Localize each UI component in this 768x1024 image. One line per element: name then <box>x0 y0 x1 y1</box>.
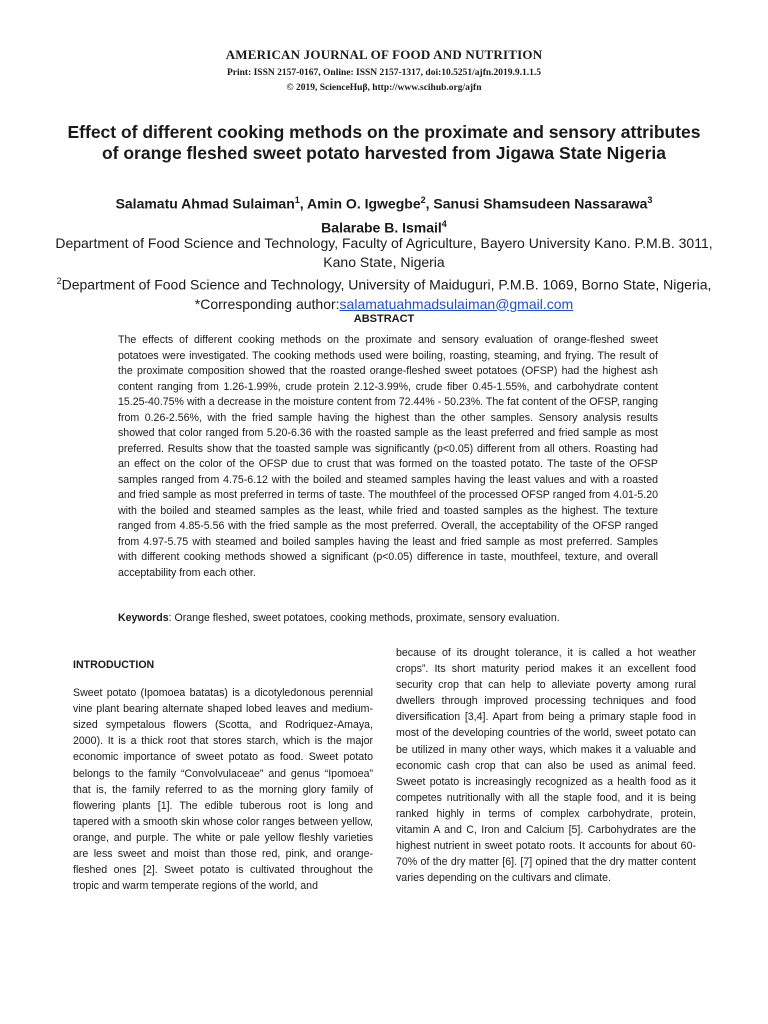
keywords-text: : Orange fleshed, sweet potatoes, cooking methods, proximate, sensory evaluation. <box>168 612 560 624</box>
keywords <box>118 611 678 626</box>
journal-name: AMERICAN JOURNAL OF FOOD AND NUTRITION <box>225 47 543 62</box>
author-sup: 3 <box>647 195 653 205</box>
author-name: Amin O. Igwegbe <box>307 195 421 212</box>
affiliations <box>40 234 728 314</box>
author-sup: 4 <box>441 218 447 229</box>
author-list: Salamatu Ahmad Sulaiman$^1$, Amin O. Igwegbe$^2$, Sanusi Shamsudeen Nassarawa$^3$ Balarabe B. Ismail$^4$ <box>115 195 653 236</box>
corresponding-email-link[interactable]: salamatuahmadsulaiman@gmail.com <box>339 295 574 312</box>
author-name: Salamatu Ahmad Sulaiman <box>115 195 295 212</box>
affiliation-2: Department of Food Science and Technology, University of Maiduguri, P.M.B. 1069, Borno State, Nigeria, *Corresponding author: <box>61 276 712 312</box>
keywords-label: Keywords <box>118 612 169 624</box>
journal-copyright: © 2019, ScienceHuβ, http://www.scihub.org/ajfn <box>286 83 482 93</box>
author-name: Sanusi Shamsudeen Nassarawa <box>433 195 648 212</box>
author-sup: 1 <box>294 195 300 205</box>
abstract-heading: ABSTRACT <box>353 313 415 325</box>
affiliation-2-sup: 2 <box>56 276 62 286</box>
abstract-text: The effects of different cooking methods on the proximate and sensory evaluation of orange-fleshed sweet potatoes were investigated. The cooking methods used were boiling, roasting, steaming, and frying. The result of the proximate composition showed that the roasted orange-fleshed sweet potatoes (OFSP) had the highest ash content ranging from 1.26-1.99%, crude protein 2.12-3.99%, crude fiber 0.45-1.55%, and carbohydrate content 15.25-40.75% with a decrease in the moisture content from 72.44% - 50.23%. The fat content of the OFSP, ranging from 0.26-2.56%, with the fried sample having the highest than the other samples. Sensory analysis results showed that color ranged from 5.20-6.36 with the roasted sample as the least preferred and fried sample as most preferred. Results show that the toasted sample was significantly (p<0.05) different from all others. Roasting had an effect on the color of the OFSP due to crust that was formed on the toasted potato. The taste of the OFSP samples ranged from 4.75-6.12 with the boiled and steamed samples having the least values and with a roasted and fried sample as most preferred in terms of taste. The mouthfeel of the processed OFSP ranged from 4.01-5.20 with the boiled and steamed samples as the least, while fried and toasted samples as the highest. The texture ranged from 4.85-5.56 with the fried sample as the most preferred. Overall, the acceptability of the OFSP ranged from 4.97-5.75 with steamed and boiled samples having the least and fried sample as most preferred. Samples with different cooking methods showed a significant (p<0.05) difference in taste, mouthfeel, texture, and overall acceptability from each other. <box>118 334 658 579</box>
column-right <box>396 645 696 886</box>
author-name: Balarabe B. Ismail <box>321 219 442 236</box>
introduction-heading: INTRODUCTION <box>73 659 155 671</box>
introduction-paragraph-left: Sweet potato (Ipomoea batatas) is a dicotyledonous perennial vine plant bearing alternate shaped lobed leaves and medium-sized sympetalous flowers (Scotta, and Rodriquez-Amaya, 2000). It is a thick root that stores starch, which is the major economic importance of sweet potato as food. Sweet potato belongs to the family “Convolvulaceae” and genus “Ipomoea” that is, the family referred to as the morning glory family of flowering plants [1]. The edible tuberous root is long and tapered with a smooth skin whose color ranges between yellow, orange, and purple. The white or pale yellow fleshly varieties are less sweet and moist than those red, pink, and orange-fleshed ones [2]. Sweet potato is cultivated throughout the tropic and warm temperate regions of the world, and <box>73 687 373 893</box>
author-sup: 2 <box>420 195 426 205</box>
journal-issn: Print: ISSN 2157-0167, Online: ISSN 2157-1317, doi:10.5251/ajfn.2019.9.1.1.5 <box>226 68 542 78</box>
introduction-paragraph-right: because of its drought tolerance, it is called a hot weather crops”. Its short maturity period makes it an excellent food security crop that can help to alleviate poverty among rural dwellers through improved processing techniques and food diversification [3,4]. Apart from being a primary staple food in most of the developing countries of the world, sweet potato can be utilized in many other ways, which makes it a valuable and economic cash crop that can also be used as animal feed. Sweet potato is increasingly recognized as a health food as it competes nutritionally with all the staple food, and it is being ranked highly in terms of complex carbohydrate, protein, vitamin A and C, Iron and Calcium [5]. Carbohydrates are the highest nutrient in sweet potato roots. It accounts for about 60-70% of the dry matter [6]. [7] opined that the dry matter content varies depending on the cultivars and climate. <box>396 647 696 885</box>
article-title: Effect of different cooking methods on the proximate and sensory attributes of orange fleshed sweet potato harvested from Jigawa State Nigeria <box>67 122 701 163</box>
affiliation-1: Department of Food Science and Technology, Faculty of Agriculture, Bayero University Kano. P.M.B. 3011, Kano State, Nigeria <box>55 235 713 270</box>
column-left <box>73 657 373 894</box>
